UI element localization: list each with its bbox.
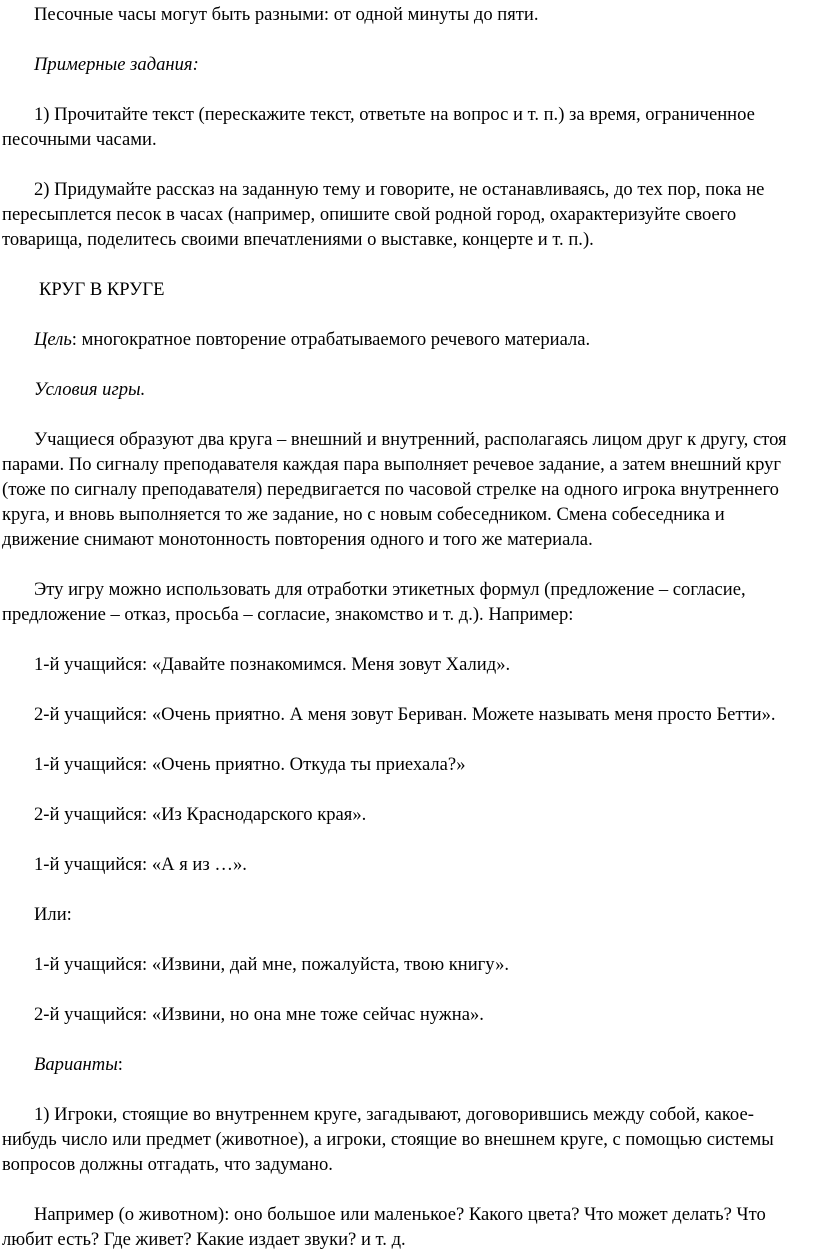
dialog-1-line-4: 2-й учащийся: «Из Краснодарского края».: [34, 804, 367, 825]
variant-1-paragraph: 1) Игроки, стоящие во внутреннем круге, загадывают, договорившись между собой, какое-нибудь число или предмет (животное), а игроки, стоящие во внешнем круге, с помощью системы вопросов должны отгадать, что задумано.: [2, 1104, 774, 1175]
example-paragraph: Например (о животном): оно большое или маленькое? Какого цвета? Что может делать? Что любит есть? Где живет? Какие издает звуки? и т. д.: [2, 1204, 766, 1250]
conditions-label-text: Условия игры.: [34, 379, 146, 400]
tasks-label: [2, 52, 806, 77]
task-2-paragraph: 2) Придумайте рассказ на заданную тему и говорите, не останавливаясь, до тех пор, пока не пересыплется песок в часах (например, опишите свой родной город, охарактеризуйте своего товарища, поделитесь своими впечатлениями о выставке, концерте и т. п.).: [2, 179, 765, 250]
dialog-1-line-2: 2-й учащийся: «Очень приятно. А меня зовут Бериван. Можете называть меня просто Бетти».: [34, 704, 776, 725]
usage-paragraph: Эту игру можно использовать для отработки этикетных формул (предложение – согласие, предложение – отказ, просьба – согласие, знакомство и т. д.). Например:: [2, 579, 746, 625]
dialog-1-line-3: 1-й учащийся: «Очень приятно. Откуда ты приехала?»: [34, 754, 466, 775]
sand-timers-paragraph: Песочные часы могут быть разными: от одной минуты до пяти.: [34, 4, 539, 25]
variants-label: [2, 1052, 806, 1077]
dialog-2-line-1: 1-й учащийся: «Извини, дай мне, пожалуйста, твою книгу».: [34, 954, 510, 975]
task-1-paragraph: 1) Прочитайте текст (перескажите текст, ответьте на вопрос и т. п.) за время, ограниченное песочными часами.: [2, 104, 755, 150]
dialog-1-line-5: 1-й учащийся: «А я из …».: [34, 854, 247, 875]
variants-label-text: Варианты: [34, 1054, 118, 1075]
variants-colon: :: [117, 1054, 123, 1075]
conditions-label: [2, 377, 806, 402]
or-paragraph: Или:: [34, 904, 72, 925]
goal-label: Цель: [34, 329, 72, 350]
goal-text: : многократное повторение отрабатываемого речевого материала.: [71, 329, 591, 350]
tasks-label-text: Примерные задания:: [34, 54, 199, 75]
conditions-paragraph: Учащиеся образуют два круга – внешний и внутренний, располагаясь лицом друг к другу, стоя парами. По сигналу преподавателя каждая пара выполняет речевое задание, а затем внешний круг (тоже по сигналу преподавателя) передвигается по часовой стрелке на одного игрока внутреннего круга, и вновь выполняется то же задание, но с новым собеседником. Смена собеседника и движение снимают монотонность повторения одного и того же материала.: [2, 429, 787, 550]
goal-paragraph: [2, 327, 806, 352]
game-title: КРУГ В КРУГЕ: [39, 279, 165, 300]
dialog-1-line-1: 1-й учащийся: «Давайте познакомимся. Меня зовут Халид».: [34, 654, 511, 675]
dialog-2-line-2: 2-й учащийся: «Извини, но она мне тоже сейчас нужна».: [34, 1004, 484, 1025]
